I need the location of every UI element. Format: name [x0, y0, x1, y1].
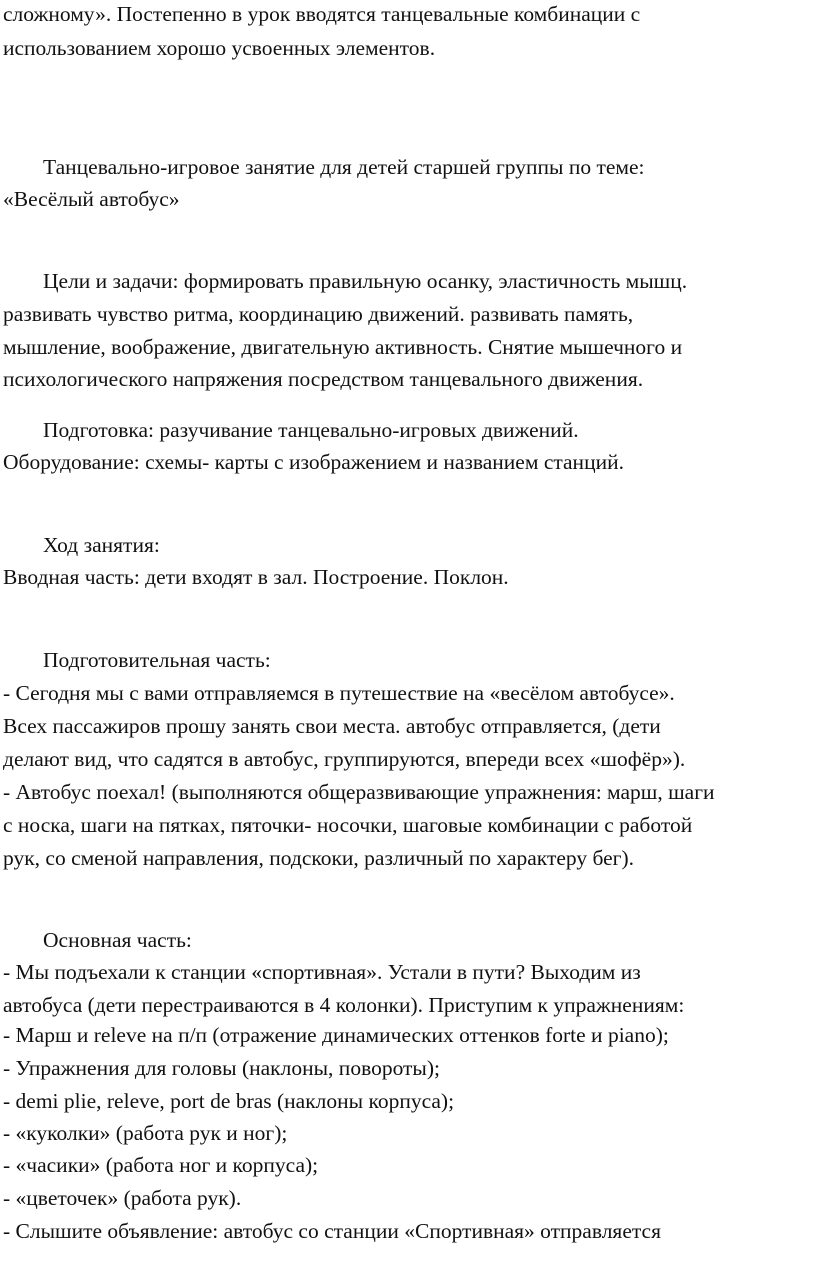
- text-line: делают вид, что садятся в автобус, группируются, впереди всех «шофёр»).: [3, 747, 686, 771]
- list-item: - Упражнения для головы (наклоны, повороты);: [3, 1056, 441, 1080]
- text-line: автобуса (дети перестраиваются в 4 колонки). Приступим к упражнениям:: [3, 993, 685, 1017]
- intro-line: Вводная часть: дети входят в зал. Построение. Поклон.: [3, 565, 509, 589]
- text-line: рук, со сменой направления, подскоки, различный по характеру бег).: [3, 846, 635, 870]
- section-heading: Ход занятия:: [43, 533, 160, 557]
- preparation-line: Подготовка: разучивание танцевально-игровых движений.: [43, 418, 579, 442]
- section-heading: Подготовительная часть:: [43, 648, 271, 672]
- list-item: - demi plie, releve, port de bras (наклоны корпуса);: [3, 1089, 455, 1113]
- text-line: с носка, шаги на пятках, пяточки- носочки, шаговые комбинации с работой: [3, 813, 693, 837]
- lesson-title-line: Танцевально-игровое занятие для детей старшей группы по теме:: [43, 155, 645, 179]
- goals-line: Цели и задачи: формировать правильную осанку, эластичность мышц.: [43, 269, 688, 293]
- text-line: Всех пассажиров прошу занять свои места. автобус отправляется, (дети: [3, 714, 661, 738]
- lesson-title-line: «Весёлый автобус»: [3, 187, 180, 211]
- list-item: - Марш и releve на п/п (отражение динамических оттенков forte и piano);: [3, 1023, 669, 1047]
- goals-line: развивать чувство ритма, координацию движений. развивать память,: [3, 302, 634, 326]
- section-heading: Основная часть:: [43, 928, 192, 952]
- text-line: - Автобус поехал! (выполняются общеразвивающие упражнения: марш, шаги: [3, 780, 715, 804]
- list-item: - «цветочек» (работа рук).: [3, 1186, 242, 1210]
- text-line: сложному». Постепенно в урок вводятся танцевальные комбинации с: [3, 2, 641, 26]
- goals-line: психологического напряжения посредством танцевального движения.: [3, 367, 644, 391]
- list-item: - «часики» (работа ног и корпуса);: [3, 1153, 319, 1177]
- text-line: - Сегодня мы с вами отправляемся в путешествие на «весёлом автобусе».: [3, 681, 675, 705]
- list-item: - Слышите объявление: автобус со станции «Спортивная» отправляется: [3, 1219, 661, 1243]
- list-item: - «куколки» (работа рук и ног);: [3, 1121, 288, 1145]
- text-line: - Мы подъехали к станции «спортивная». Устали в пути? Выходим из: [3, 960, 641, 984]
- text-line: использованием хорошо усвоенных элементов.: [3, 36, 436, 60]
- goals-line: мышление, воображение, двигательную активность. Снятие мышечного и: [3, 335, 683, 359]
- equipment-line: Оборудование: схемы- карты с изображением и названием станций.: [3, 450, 624, 474]
